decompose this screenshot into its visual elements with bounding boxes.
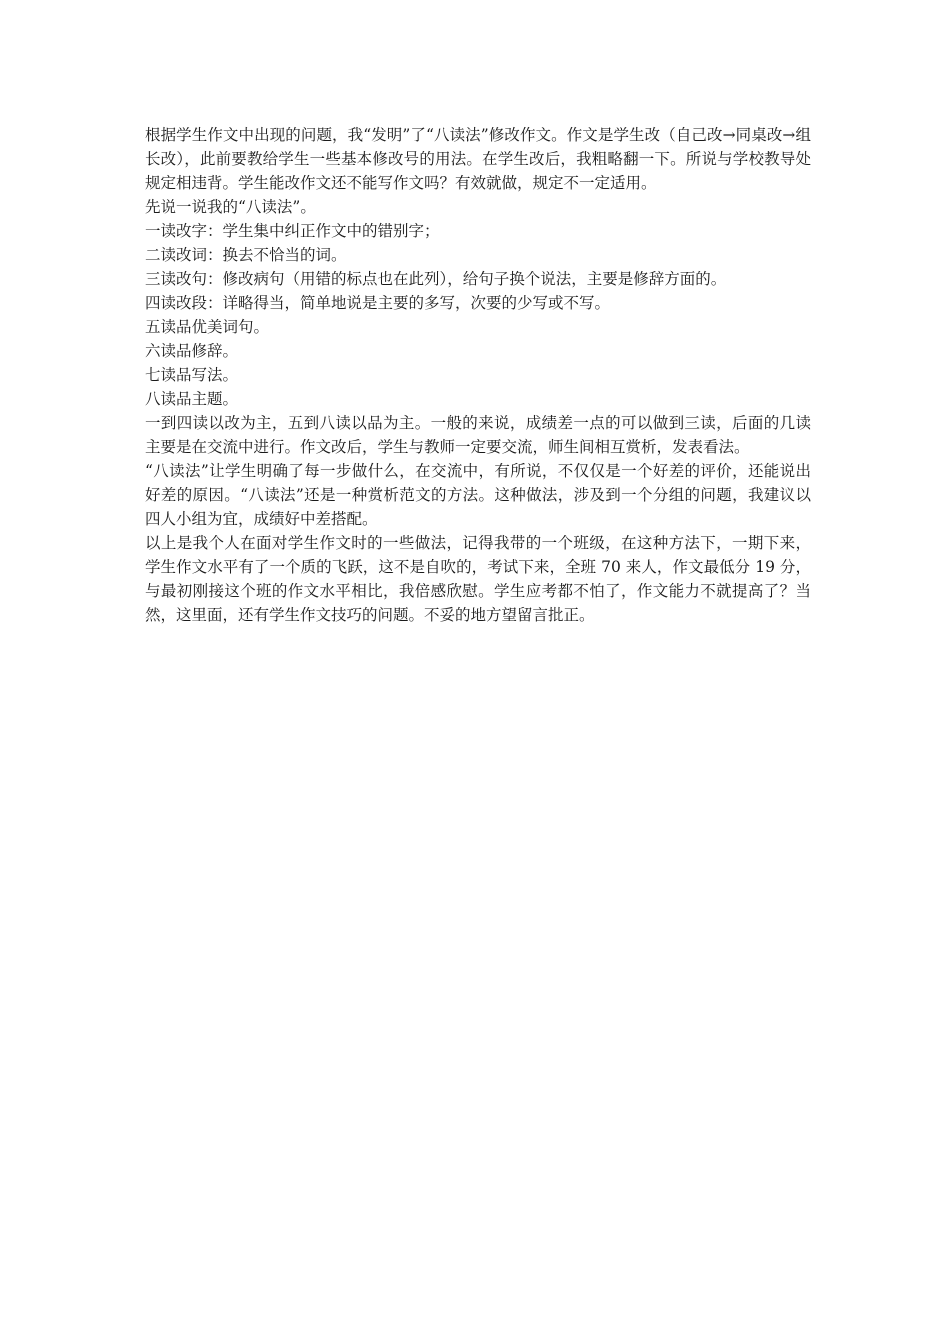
- paragraph-step-3: 三读改句：修改病句（用错的标点也在此列），给句子换个说法，主要是修辞方面的。: [145, 270, 727, 288]
- paragraph-step-2: 二读改词：换去不恰当的词。: [145, 246, 347, 264]
- paragraph-step-8: 八读品主题。: [145, 390, 239, 408]
- paragraph-intro: 根据学生作文中出现的问题，我“发明”了“八读法”修改作文。作文是学生改（自己改→同桌改→组长改），此前要教给学生一些基本修改号的用法。在学生改后，我粗略翻一下。所说与学校教导处规定相违背。学生能改作文还不能写作文吗？有效就做，规定不一定适用。: [145, 126, 811, 192]
- paragraph-summary: 一到四读以改为主，五到八读以品为主。一般的来说，成绩差一点的可以做到三读，后面的几读主要是在交流中进行。作文改后，学生与教师一定要交流，师生间相互赏析，发表看法。: [145, 414, 811, 456]
- paragraph-step-4: 四读改段：详略得当，简单地说是主要的多写，次要的少写或不写。: [145, 294, 611, 312]
- paragraph-step-6: 六读品修辞。: [145, 342, 239, 360]
- paragraph-method-heading: 先说一说我的“八读法”。: [145, 198, 316, 216]
- paragraph-conclusion: 以上是我个人在面对学生作文时的一些做法，记得我带的一个班级，在这种方法下，一期下来，学生作文水平有了一个质的飞跃，这不是自吹的，考试下来，全班 70 来人，作文最低分 19 分，与最初刚接这个班的作文水平相比，我倍感欣慰。学生应考都不怕了，作文能力不就提高了？当然，这里面，还有学生作文技巧的问题。不妥的地方望留言批正。: [145, 534, 811, 624]
- paragraph-step-7: 七读品写法。: [145, 366, 239, 384]
- document-body: [145, 123, 811, 627]
- paragraph-step-1: 一读改字：学生集中纠正作文中的错别字；: [145, 222, 440, 240]
- paragraph-step-5: 五读品优美词句。: [145, 318, 270, 336]
- paragraph-benefits: “八读法”让学生明确了每一步做什么，在交流中，有所说，不仅仅是一个好差的评价，还能说出好差的原因。“八读法”还是一种赏析范文的方法。这种做法，涉及到一个分组的问题，我建议以四人小组为宜，成绩好中差搭配。: [145, 462, 811, 528]
